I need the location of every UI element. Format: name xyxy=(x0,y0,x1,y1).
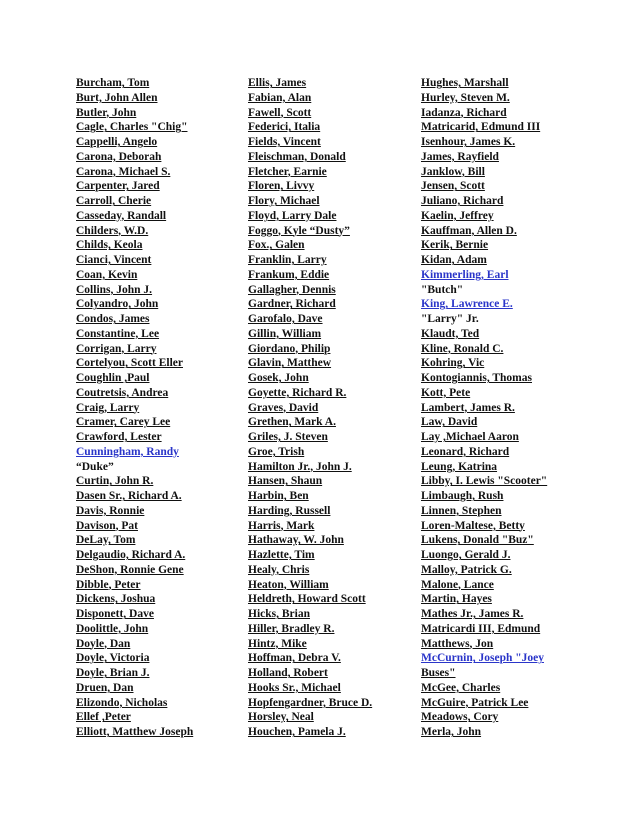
name-entry: Heldreth, Howard Scott xyxy=(248,593,366,606)
name-entry: Franklin, Larry xyxy=(248,254,327,266)
name-entry: Martin, Hayes xyxy=(421,593,492,606)
name-entry: Hansen, Shaun xyxy=(248,475,323,488)
name-entry: Klaudt, Ted xyxy=(421,327,480,340)
name-entry: Fleischman, Donald xyxy=(248,150,346,163)
name-entry: Cianci, Vincent xyxy=(76,254,152,266)
name-entry: Griles, J. Steven xyxy=(248,431,328,443)
name-entry: Groe, Trish xyxy=(248,445,305,458)
name-entry: Floren, Livvy xyxy=(248,180,315,193)
name-entry: Carona, Deborah xyxy=(76,150,162,163)
name-entry: Malone, Lance xyxy=(421,578,494,591)
name-entry: Cortelyou, Scott Eller xyxy=(76,357,183,370)
name-entry: Foggo, Kyle “Dusty” xyxy=(248,224,350,237)
name-entry: Linnen, Stephen xyxy=(421,504,502,517)
name-entry: Hamilton Jr., John J. xyxy=(248,460,352,473)
name-entry: Holland, Robert xyxy=(248,667,328,679)
name-entry: Cramer, Carey Lee xyxy=(76,416,171,429)
name-entry: Floyd, Larry Dale xyxy=(248,209,337,222)
name-entry: Matricarid, Edmund III xyxy=(421,121,541,134)
name-entry: Kott, Pete xyxy=(421,386,471,399)
name-entry: Harris, Mark xyxy=(248,519,315,532)
name-entry: “Duke” xyxy=(76,460,114,473)
name-entry: Fox., Galen xyxy=(248,239,305,252)
name-entry: Gallagher, Dennis xyxy=(248,283,336,296)
name-entry: Iadanza, Richard xyxy=(421,106,507,119)
name-entry: Malloy, Patrick G. xyxy=(421,563,512,576)
name-entry: Leung, Katrina xyxy=(421,460,498,473)
name-entry: Childs, Keola xyxy=(76,239,143,252)
name-entry: Doyle, Brian J. xyxy=(76,667,150,679)
name-entry: McGuire, Patrick Lee xyxy=(421,696,529,709)
name-entry: Kidan, Adam xyxy=(421,254,487,266)
name-entry: Constantine, Lee xyxy=(76,327,160,340)
name-entry: Doyle, Dan xyxy=(76,637,131,650)
name-entry: Crawford, Lester xyxy=(76,431,162,443)
name-entry: Harbin, Ben xyxy=(248,490,309,502)
name-entry: Gardner, Richard xyxy=(248,298,336,311)
name-entry: DeLay, Tom xyxy=(76,534,136,547)
name-entry: Grethen, Mark A. xyxy=(248,416,336,429)
name-entry: Matricardi III, Edmund xyxy=(421,622,541,635)
name-entry: Lukens, Donald "Buz" xyxy=(421,534,534,547)
name-entry: Craig, Larry xyxy=(76,401,140,414)
name-entry: Kauffman, Allen D. xyxy=(421,224,517,237)
name-entry: Condos, James xyxy=(76,313,150,325)
name-entry: Coughlin ,Paul xyxy=(76,372,150,384)
name-entry: Disponett, Dave xyxy=(76,608,154,620)
name-entry: Cagle, Charles "Chig" xyxy=(76,121,188,134)
name-entry: Gillin, William xyxy=(248,327,322,340)
name-entry: Ellef ,Peter xyxy=(76,711,131,724)
name-entry: Libby, I. Lewis "Scooter" xyxy=(421,475,548,488)
name-entry: Carroll, Cherie xyxy=(76,195,152,207)
name-entry: James, Rayfield xyxy=(421,150,499,163)
name-entry: Horsley, Neal xyxy=(248,711,314,724)
name-entry: Jensen, Scott xyxy=(421,180,485,193)
name-entry: Hintz, Mike xyxy=(248,637,307,650)
name-entry: Meadows, Cory xyxy=(421,711,499,724)
name-entry: Dibble, Peter xyxy=(76,578,141,591)
name-entry: Houchen, Pamela J. xyxy=(248,726,346,738)
name-entry: Buses" xyxy=(421,667,456,679)
name-entry: Childers, W.D. xyxy=(76,224,149,237)
name-entry: Elliott, Matthew Joseph xyxy=(76,726,194,738)
name-entry: Kohring, Vic xyxy=(421,357,485,370)
name-entry: Law, David xyxy=(421,416,478,429)
name-entry: Butler, John xyxy=(76,106,137,119)
name-entry-link[interactable]: McCurnin, Joseph "Joey xyxy=(421,652,544,665)
name-entry: Luongo, Gerald J. xyxy=(421,549,511,561)
name-entry: Isenhour, James K. xyxy=(421,136,516,148)
name-entry: Kontogiannis, Thomas xyxy=(421,372,532,384)
name-entry: Hughes, Marshall xyxy=(421,77,509,89)
name-entry: Delgaudio, Richard A. xyxy=(76,549,186,561)
name-entry: Burt, John Allen xyxy=(76,91,158,104)
name-entry: Flory, Michael xyxy=(248,195,320,207)
name-entry-link[interactable]: King, Lawrence E. xyxy=(421,298,513,311)
name-entry: Curtin, John R. xyxy=(76,475,154,488)
name-entry: Gosek, John xyxy=(248,372,309,384)
name-entry: Lambert, James R. xyxy=(421,401,515,414)
name-entry: Limbaugh, Rush xyxy=(421,490,504,502)
name-entry: Colyandro, John xyxy=(76,298,159,311)
name-entry: Dasen Sr., Richard A. xyxy=(76,490,182,502)
name-entry: Hiller, Bradley R. xyxy=(248,622,335,635)
name-entry: Hurley, Steven M. xyxy=(421,91,510,104)
name-entry: Kerik, Bernie xyxy=(421,239,489,252)
name-entry-link[interactable]: Kimmerling, Earl xyxy=(421,268,509,281)
name-entry: Heaton, William xyxy=(248,578,329,591)
name-entry: Healy, Chris xyxy=(248,563,310,576)
name-entry: Doyle, Victoria xyxy=(76,652,150,665)
name-entry: Matthews, Jon xyxy=(421,637,494,650)
name-entry: Coan, Kevin xyxy=(76,268,138,281)
name-entry: Corrigan, Larry xyxy=(76,342,157,355)
name-entry: Fields, Vincent xyxy=(248,136,321,148)
name-column-3 xyxy=(421,76,591,740)
name-entry: Juliano, Richard xyxy=(421,195,504,207)
name-entry: Hicks, Brian xyxy=(248,608,310,620)
name-entry: Loren-Maltese, Betty xyxy=(421,519,525,532)
name-entry: McGee, Charles xyxy=(421,681,501,694)
name-entry: Federici, Italia xyxy=(248,121,321,134)
name-entry: "Larry" Jr. xyxy=(421,313,479,325)
name-entry: Kaelin, Jeffrey xyxy=(421,209,494,222)
name-entry: Dickens, Joshua xyxy=(76,593,156,606)
name-column-2 xyxy=(248,76,413,740)
name-entry: Coutretsis, Andrea xyxy=(76,386,169,399)
name-entry: Fawell, Scott xyxy=(248,106,312,119)
name-entry: Carona, Michael S. xyxy=(76,165,171,178)
name-entry: Hooks Sr., Michael xyxy=(248,681,341,694)
name-entry: Garofalo, Dave xyxy=(248,313,323,325)
name-entry: Graves, David xyxy=(248,401,319,414)
name-entry: Hathaway, W. John xyxy=(248,534,344,547)
name-entry: Elizondo, Nicholas xyxy=(76,696,168,709)
name-entry: Janklow, Bill xyxy=(421,165,485,178)
name-entry: Hopfengardner, Bruce D. xyxy=(248,696,373,709)
name-entry: Lay ,Michael Aaron xyxy=(421,431,519,443)
name-entry: Davis, Ronnie xyxy=(76,504,145,517)
name-entry: Collins, John J. xyxy=(76,283,153,296)
name-entry: DeShon, Ronnie Gene xyxy=(76,563,184,576)
name-entry: Hazlette, Tim xyxy=(248,549,315,561)
name-entry: "Butch" xyxy=(421,283,464,296)
name-entry: Leonard, Richard xyxy=(421,445,510,458)
name-entry-link[interactable]: Cunningham, Randy xyxy=(76,445,179,458)
name-entry: Casseday, Randall xyxy=(76,209,167,222)
name-entry: Davison, Pat xyxy=(76,519,138,532)
name-entry: Glavin, Matthew xyxy=(248,357,332,370)
name-column-1 xyxy=(76,76,241,740)
name-entry: Harding, Russell xyxy=(248,504,331,517)
name-entry: Ellis, James xyxy=(248,77,307,89)
name-entry: Fabian, Alan xyxy=(248,91,312,104)
name-entry: Hoffman, Debra V. xyxy=(248,652,341,665)
name-entry: Carpenter, Jared xyxy=(76,180,160,193)
name-entry: Goyette, Richard R. xyxy=(248,386,347,399)
name-entry: Fletcher, Earnie xyxy=(248,165,327,178)
name-entry: Merla, John xyxy=(421,726,482,738)
name-entry: Cappelli, Angelo xyxy=(76,136,158,148)
name-entry: Doolittle, John xyxy=(76,622,149,635)
name-entry: Mathes Jr., James R. xyxy=(421,608,524,620)
name-entry: Kline, Ronald C. xyxy=(421,342,504,355)
name-entry: Frankum, Eddie xyxy=(248,268,330,281)
name-entry: Burcham, Tom xyxy=(76,77,150,89)
name-entry: Giordano, Philip xyxy=(248,342,331,355)
name-entry: Druen, Dan xyxy=(76,681,134,694)
